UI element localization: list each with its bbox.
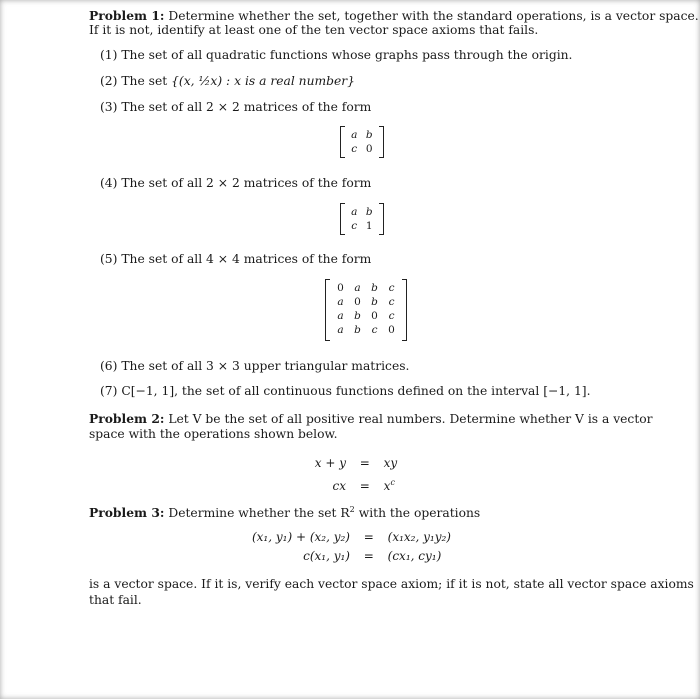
matrix-cell: a: [351, 129, 358, 141]
problem3-equation-1: [250, 530, 451, 545]
problem3-line3: that fail.: [89, 593, 142, 607]
problem1-line2: If it is not, identify at least one of the ten vector space axioms that fails.: [89, 23, 539, 37]
matrix-cell: b: [365, 129, 373, 141]
matrix-cell: c: [351, 143, 358, 155]
item-3-text: The set of all 2 × 2 matrices of the form: [121, 100, 372, 114]
item-2-text: The set: [121, 74, 168, 88]
problem2-line2: space with the operations shown below.: [89, 427, 338, 441]
matrix-cell: 1: [365, 220, 373, 232]
problem3-superscript: 2: [349, 505, 355, 514]
matrix-cell: 0: [354, 296, 361, 308]
item-2-num: (2): [100, 74, 118, 88]
eq-lhs: c(x₁, y₁): [303, 549, 350, 563]
item-3-matrix: [340, 126, 384, 158]
matrix-cell: a: [337, 310, 344, 322]
item-3-num: (3): [100, 100, 118, 114]
matrix-cell: c: [388, 310, 395, 322]
problem1-line1: [89, 8, 699, 24]
eq-rhs-superscript: c: [390, 478, 395, 487]
eq-lhs: cx: [332, 479, 346, 493]
matrix-cell: c: [371, 324, 378, 336]
item-7: [100, 384, 591, 399]
problem3-line2: is a vector space. If it is, verify each vector space axiom; if it is not, state all vector space axioms: [89, 577, 694, 591]
matrix-cell: a: [351, 206, 358, 218]
eq-rel: =: [359, 479, 370, 493]
problem2-label: Problem 2:: [89, 411, 165, 426]
eq-rhs: (x₁x₂, y₁y₂): [387, 530, 451, 544]
eq-rel: =: [363, 549, 374, 563]
matrix-cell: a: [337, 324, 344, 336]
item-1-num: (1): [100, 48, 118, 62]
matrix-cell: a: [337, 296, 344, 308]
matrix-cell: b: [354, 310, 361, 322]
item-1-text: The set of all quadratic functions whose graphs pass through the origin.: [121, 48, 573, 62]
item-6-num: (6): [100, 359, 118, 373]
matrix-cell: c: [388, 282, 395, 294]
item-6: [100, 359, 409, 374]
item-5-text: The set of all 4 × 4 matrices of the form: [121, 252, 372, 266]
item-5: [100, 252, 371, 267]
problem3-equation-2: [250, 549, 441, 564]
problem1-label: Problem 1:: [89, 8, 165, 23]
problem2-text1: Let V be the set of all positive real numbers. Determine whether V is a vector: [168, 412, 653, 426]
matrix-cell: a: [354, 282, 361, 294]
item-4: [100, 176, 371, 191]
matrix-cell: b: [371, 296, 378, 308]
eq-rel: =: [359, 456, 370, 470]
eq-rhs: xy: [383, 456, 398, 470]
problem3-line1: [89, 502, 480, 521]
item-5-num: (5): [100, 252, 118, 266]
problem2-equation-2: [310, 475, 395, 494]
problem3-text2: with the operations: [358, 506, 481, 521]
problem3-label: Problem 3:: [89, 505, 165, 521]
item-4-num: (4): [100, 176, 118, 190]
matrix-cell: b: [371, 282, 378, 294]
item-4-matrix: [340, 203, 384, 235]
item-7-num: (7): [100, 384, 118, 398]
item-2: [100, 74, 355, 89]
matrix-cell: c: [351, 220, 358, 232]
problem1-text1: Determine whether the set, together with the standard operations, is a vector space.: [168, 9, 699, 23]
matrix-cell: c: [388, 296, 395, 308]
eq-rhs: x: [383, 479, 391, 493]
eq-lhs: (x₁, y₁) + (x₂, y₂): [251, 530, 350, 544]
item-4-text: The set of all 2 × 2 matrices of the form: [121, 176, 372, 190]
item-3: [100, 100, 371, 115]
eq-rel: =: [363, 530, 374, 544]
item-6-text: The set of all 3 × 3 upper triangular matrices.: [121, 359, 410, 373]
matrix-cell: b: [354, 324, 361, 336]
eq-rhs: (cx₁, cy₁): [387, 549, 442, 563]
matrix-cell: 0: [365, 143, 373, 155]
problem2-equation-1: [310, 456, 397, 471]
eq-lhs: x + y: [314, 456, 346, 470]
matrix-cell: b: [365, 206, 373, 218]
item-2-set-expression: {(x, ½x) : x is a real number}: [171, 74, 356, 88]
problem3-text1: Determine whether the set R: [168, 506, 350, 521]
item-5-matrix: [325, 279, 407, 341]
matrix-cell: 0: [388, 324, 395, 336]
matrix-cell: 0: [371, 310, 378, 322]
problem2-line1: [89, 411, 653, 427]
item-1: [100, 48, 572, 63]
matrix-cell: 0: [337, 282, 344, 294]
item-7-text: C[−1, 1], the set of all continuous functions defined on the interval [−1, 1].: [121, 384, 591, 398]
